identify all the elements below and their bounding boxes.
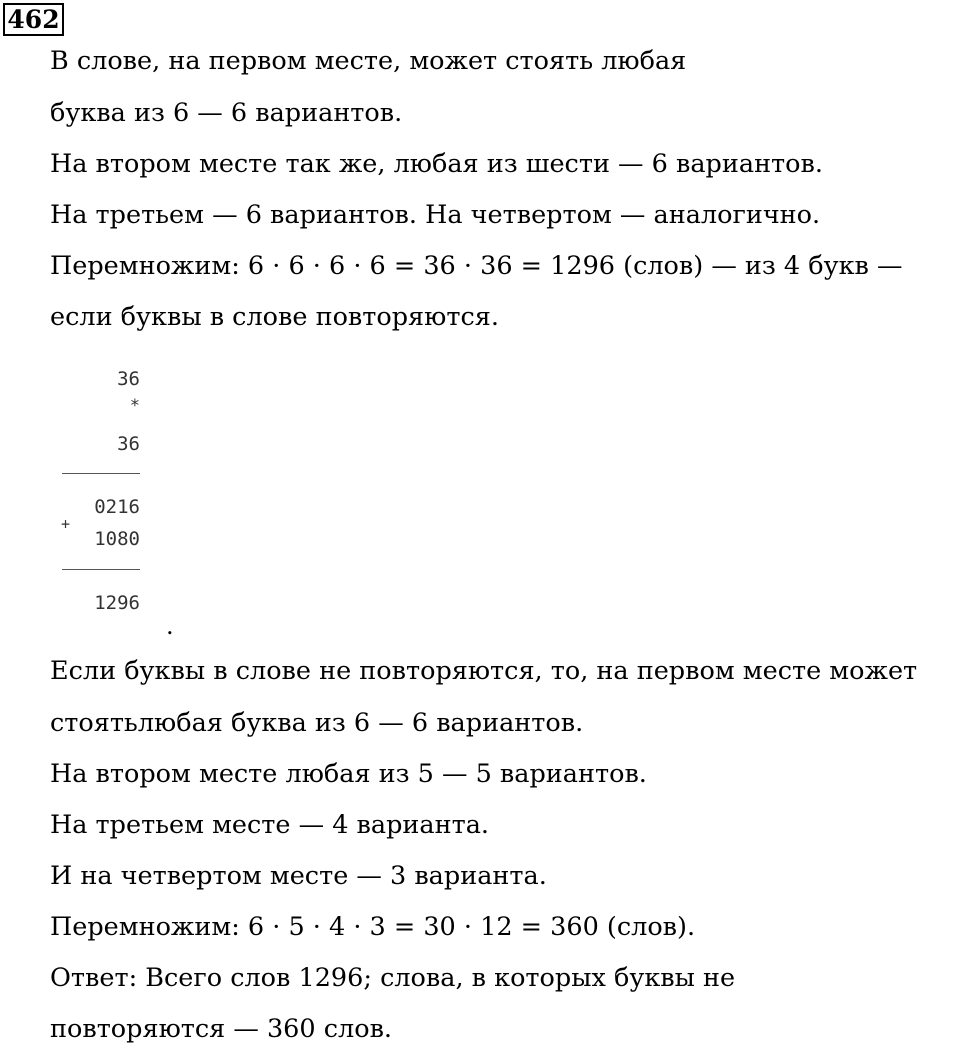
text-line: повторяются — 360 слов. xyxy=(50,1014,393,1044)
text-line: И на четвертом месте — 3 варианта. xyxy=(50,861,547,891)
text-line: стоятьлюбая буква из 6 — 6 вариантов. xyxy=(50,708,584,738)
partial-product-2: 1080 xyxy=(94,528,140,550)
multiplicand: 36 xyxy=(117,368,140,390)
calc-divider xyxy=(62,473,140,474)
plus-sign: + xyxy=(61,515,71,533)
multiplier: 36 xyxy=(117,433,140,455)
product-result: 1296 xyxy=(94,592,140,614)
period-mark: . xyxy=(166,612,174,640)
problem-number: 462 xyxy=(3,3,64,36)
text-line: Если буквы в слове не повторяются, то, на первом месте может xyxy=(50,656,918,686)
text-line: На третьем — 6 вариантов. На четвертом — аналогично. xyxy=(50,200,821,230)
text-line: Ответ: Всего слов 1296; слова, в которых буквы не xyxy=(50,963,736,993)
text-line: Перемножим: 6 · 6 · 6 · 6 = 36 · 36 = 1296 (слов) — из 4 букв — xyxy=(50,251,903,281)
text-line: На втором месте любая из 5 — 5 вариантов. xyxy=(50,759,647,789)
multiply-sign: * xyxy=(129,396,140,416)
calc-divider xyxy=(62,569,140,570)
text-line: буква из 6 — 6 вариантов. xyxy=(50,98,403,128)
text-line: На втором месте так же, любая из шести — 6 вариантов. xyxy=(50,149,823,179)
partial-product-1: 0216 xyxy=(94,496,140,518)
text-line: На третьем месте — 4 варианта. xyxy=(50,810,490,840)
text-line: В слове, на первом месте, может стоять любая xyxy=(50,46,687,76)
text-line: если буквы в слове повторяются. xyxy=(50,302,499,332)
text-line: Перемножим: 6 · 5 · 4 · 3 = 30 · 12 = 360 (слов). xyxy=(50,912,696,942)
